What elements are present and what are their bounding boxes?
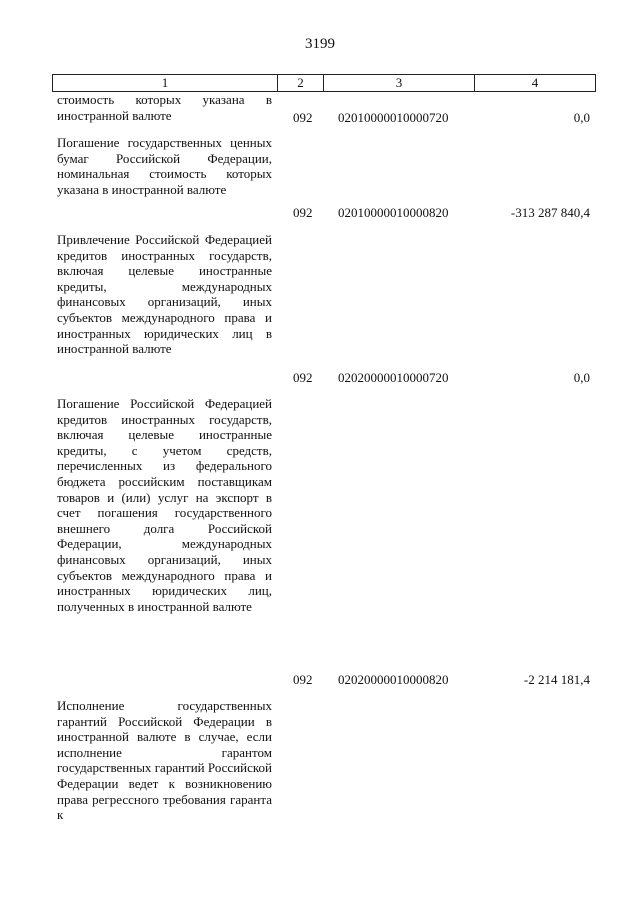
row-description: Исполнение государственных гарантий Российской Федерации в иностранной валюте в случае, если исполнение гарантом государственных гарантий Российской Федерации ведет к возникновению права регрессного требования гаранта к xyxy=(57,698,272,823)
row-kbk: 02020000010000820 xyxy=(338,672,449,687)
page-number: 3199 xyxy=(305,36,335,52)
row-description: Привлечение Российской Федерацией кредитов иностранных государств, включая целевые иностранные кредиты, международных финансовых организаций, иных субъектов международного права и иностранных юридических лиц в иностранной валюте xyxy=(57,232,272,357)
column-header-3: 3 xyxy=(324,75,475,91)
row-description: Погашение государственных ценных бумаг Российской Федерации, номинальная стоимость которых указана в иностранной валюте xyxy=(57,135,272,197)
row-value: -313 287 840,4 xyxy=(510,205,590,220)
row-code: 092 xyxy=(293,205,313,220)
row-kbk: 02010000010000720 xyxy=(338,110,449,125)
row-description: Погашение Российской Федерацией кредитов иностранных государств, включая целевые иностранные кредиты, с учетом средств, перечисленных из федерального бюджета российским поставщикам товаров и (или) услуг на экспорт в счет погашения государственного внешнего долга Российской Федерации, международных финансовых организаций, иных субъектов международного права и иностранных юридических лиц, полученных в иностранной валюте xyxy=(57,396,272,614)
row-value: -2 214 181,4 xyxy=(523,672,590,687)
row-description: стоимость которых указана в иностранной валюте xyxy=(57,92,272,123)
row-value: 0,0 xyxy=(573,370,590,385)
row-code: 092 xyxy=(293,110,313,125)
column-header-4: 4 xyxy=(531,75,539,90)
row-code: 092 xyxy=(293,672,313,687)
row-kbk: 02010000010000820 xyxy=(338,205,449,220)
row-value: 0,0 xyxy=(573,110,590,125)
row-kbk: 02020000010000720 xyxy=(338,370,449,385)
table-header xyxy=(52,74,596,92)
column-header-1: 1 xyxy=(53,75,278,91)
column-header-2: 2 xyxy=(278,75,324,91)
row-code: 092 xyxy=(293,370,313,385)
